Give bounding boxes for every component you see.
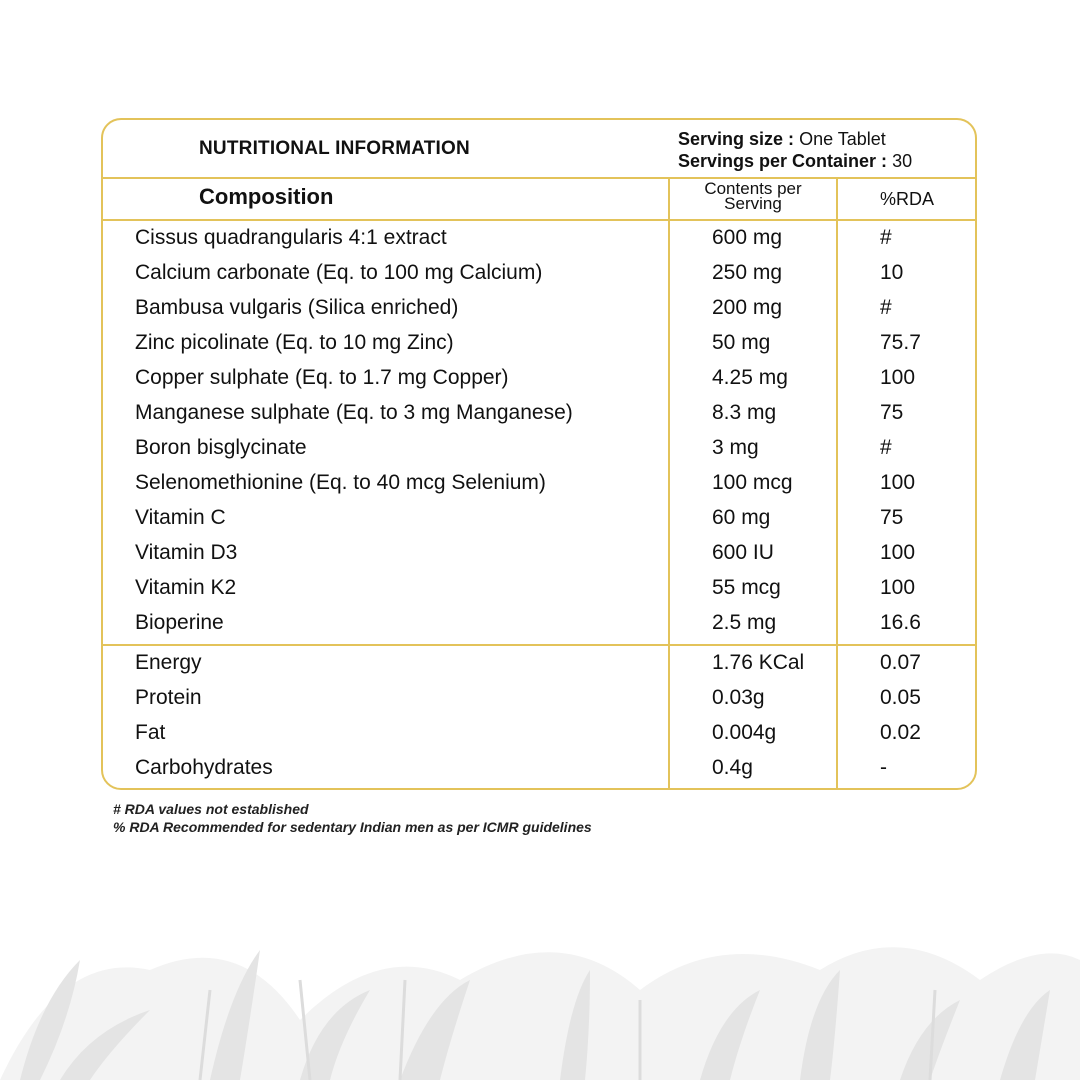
row-rda: 100 — [880, 541, 916, 564]
row-amount: 50 mg — [712, 331, 771, 354]
row-amount: 4.25 mg — [712, 366, 788, 389]
table-row — [103, 465, 975, 500]
row-amount: 100 mcg — [712, 471, 793, 494]
table-row — [103, 395, 975, 430]
row-name: Calcium carbonate (Eq. to 100 mg Calcium) — [135, 261, 543, 284]
table-row — [103, 605, 975, 640]
row-name: Fat — [135, 721, 166, 744]
row-name: Protein — [135, 686, 202, 709]
row-name: Vitamin D3 — [135, 541, 238, 564]
row-amount: 600 mg — [712, 226, 783, 249]
row-rda: 100 — [880, 366, 916, 389]
header-divider — [103, 177, 975, 179]
row-amount: 1.76 KCal — [712, 651, 805, 674]
row-amount: 3 mg — [712, 436, 759, 459]
row-rda: - — [880, 756, 887, 779]
table-title: NUTRITIONAL INFORMATION — [199, 138, 470, 159]
row-name: Cissus quadrangularis 4:1 extract — [135, 226, 447, 249]
row-rda: 75.7 — [880, 331, 921, 354]
row-rda: 0.05 — [880, 686, 921, 709]
row-amount: 600 IU — [712, 541, 774, 564]
table-row — [103, 570, 975, 605]
table-row — [103, 430, 975, 465]
serving-size-label: Serving size : — [678, 129, 795, 149]
footnotes — [113, 800, 592, 836]
row-amount: 0.03g — [712, 686, 765, 709]
table-row — [103, 255, 975, 290]
servings-per-container-value: 30 — [892, 151, 913, 171]
table-row — [103, 220, 975, 255]
row-name: Bambusa vulgaris (Silica enriched) — [135, 296, 459, 319]
row-name: Vitamin C — [135, 506, 226, 529]
nutrition-table — [101, 118, 977, 790]
row-name: Carbohydrates — [135, 756, 273, 779]
table-row — [103, 360, 975, 395]
row-name: Boron bisglycinate — [135, 436, 307, 459]
row-rda: # — [880, 296, 892, 319]
table-row — [103, 680, 975, 715]
row-amount: 55 mcg — [712, 576, 781, 599]
row-amount: 2.5 mg — [712, 611, 777, 634]
table-row — [103, 500, 975, 535]
contents-header-line2: Serving — [724, 194, 782, 213]
row-amount: 250 mg — [712, 261, 783, 284]
row-rda: # — [880, 436, 892, 459]
row-rda: 100 — [880, 576, 916, 599]
foliage-decoration — [0, 910, 1080, 1080]
row-rda: 0.07 — [880, 651, 921, 674]
contents-per-serving-header — [669, 181, 837, 211]
row-amount: 60 mg — [712, 506, 771, 529]
table-row — [103, 645, 975, 680]
row-rda: 75 — [880, 506, 904, 529]
row-name: Selenomethionine (Eq. to 40 mcg Selenium) — [135, 471, 546, 494]
row-name: Bioperine — [135, 611, 224, 634]
servings-per-container-label: Servings per Container : — [678, 151, 888, 171]
row-amount: 0.4g — [712, 756, 753, 779]
row-name: Vitamin K2 — [135, 576, 237, 599]
table-row — [103, 750, 975, 785]
row-rda: 75 — [880, 401, 904, 424]
table-row — [103, 290, 975, 325]
row-name: Manganese sulphate (Eq. to 3 mg Manganese) — [135, 401, 573, 424]
row-name: Energy — [135, 651, 202, 674]
row-rda: 100 — [880, 471, 916, 494]
table-row — [103, 715, 975, 750]
table-row — [103, 535, 975, 570]
rda-header: %RDA — [879, 189, 934, 209]
footnote: # RDA values not established — [113, 801, 309, 817]
row-name: Zinc picolinate (Eq. to 10 mg Zinc) — [135, 331, 454, 354]
row-amount: 8.3 mg — [712, 401, 777, 424]
serving-info — [678, 128, 912, 172]
contents-header-line1: Contents per — [704, 179, 802, 198]
row-rda: 16.6 — [880, 611, 921, 634]
row-rda: 10 — [880, 261, 904, 284]
serving-size-value: One Tablet — [799, 129, 886, 149]
row-name: Copper sulphate (Eq. to 1.7 mg Copper) — [135, 366, 509, 389]
row-amount: 200 mg — [712, 296, 783, 319]
row-rda: # — [880, 226, 892, 249]
table-row — [103, 325, 975, 360]
composition-header: Composition — [199, 184, 334, 209]
footnote: % RDA Recommended for sedentary Indian men as per ICMR guidelines — [113, 819, 592, 835]
row-rda: 0.02 — [880, 721, 921, 744]
row-amount: 0.004g — [712, 721, 777, 744]
